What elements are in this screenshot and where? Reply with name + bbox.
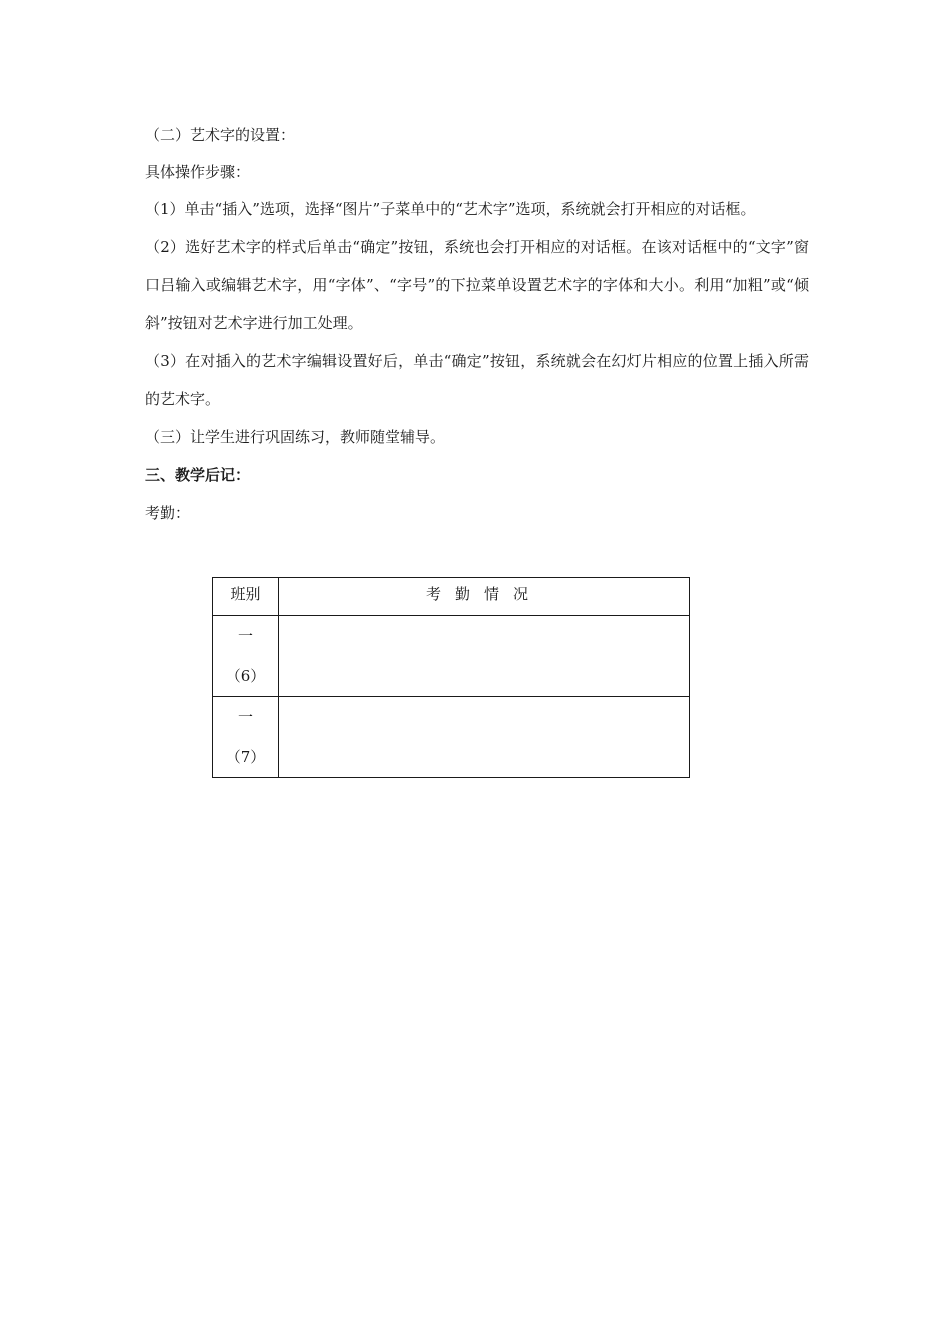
class-number: （6）	[225, 667, 266, 685]
status-cell	[279, 697, 690, 778]
step-1-paragraph: （1）单击“插入”选项，选择“图片”子菜单中的“艺术字”选项，系统就会打开相应的对话框。	[145, 200, 756, 218]
attendance-header-row	[213, 578, 690, 616]
attendance-row	[213, 697, 690, 778]
class-number: （7）	[225, 748, 266, 766]
section-art-text-title: （二）艺术字的设置：	[145, 126, 296, 144]
attendance-label: 考勤：	[145, 504, 191, 522]
steps-heading: 具体操作步骤：	[145, 163, 251, 181]
step-2-paragraph: （2）选好艺术字的样式后单击“确定”按钮，系统也会打开相应的对话框。在该对话框中的“文字”窗口吕输入或编辑艺术字，用“字体”、“字号”的下拉菜单设置艺术字的字体和大小。利用“加粗”或“倾斜”按钮对艺术字进行加工处理。	[145, 238, 809, 332]
class-cell	[213, 697, 279, 778]
class-cell	[213, 616, 279, 697]
postscript-heading: 三、教学后记：	[145, 466, 251, 484]
class-grade: 一	[237, 708, 253, 726]
practice-paragraph: （三）让学生进行巩固练习，教师随堂辅导。	[145, 428, 446, 446]
header-class: 班别	[213, 578, 279, 616]
class-grade: 一	[237, 627, 253, 645]
attendance-table	[212, 577, 690, 778]
status-cell	[279, 616, 690, 697]
document-body	[145, 124, 809, 532]
attendance-row	[213, 616, 690, 697]
header-status: 考勤情况	[279, 578, 690, 616]
step-3-paragraph: （3）在对插入的艺术字编辑设置好后，单击“确定”按钮，系统就会在幻灯片相应的位置上插入所需的艺术字。	[145, 352, 809, 408]
